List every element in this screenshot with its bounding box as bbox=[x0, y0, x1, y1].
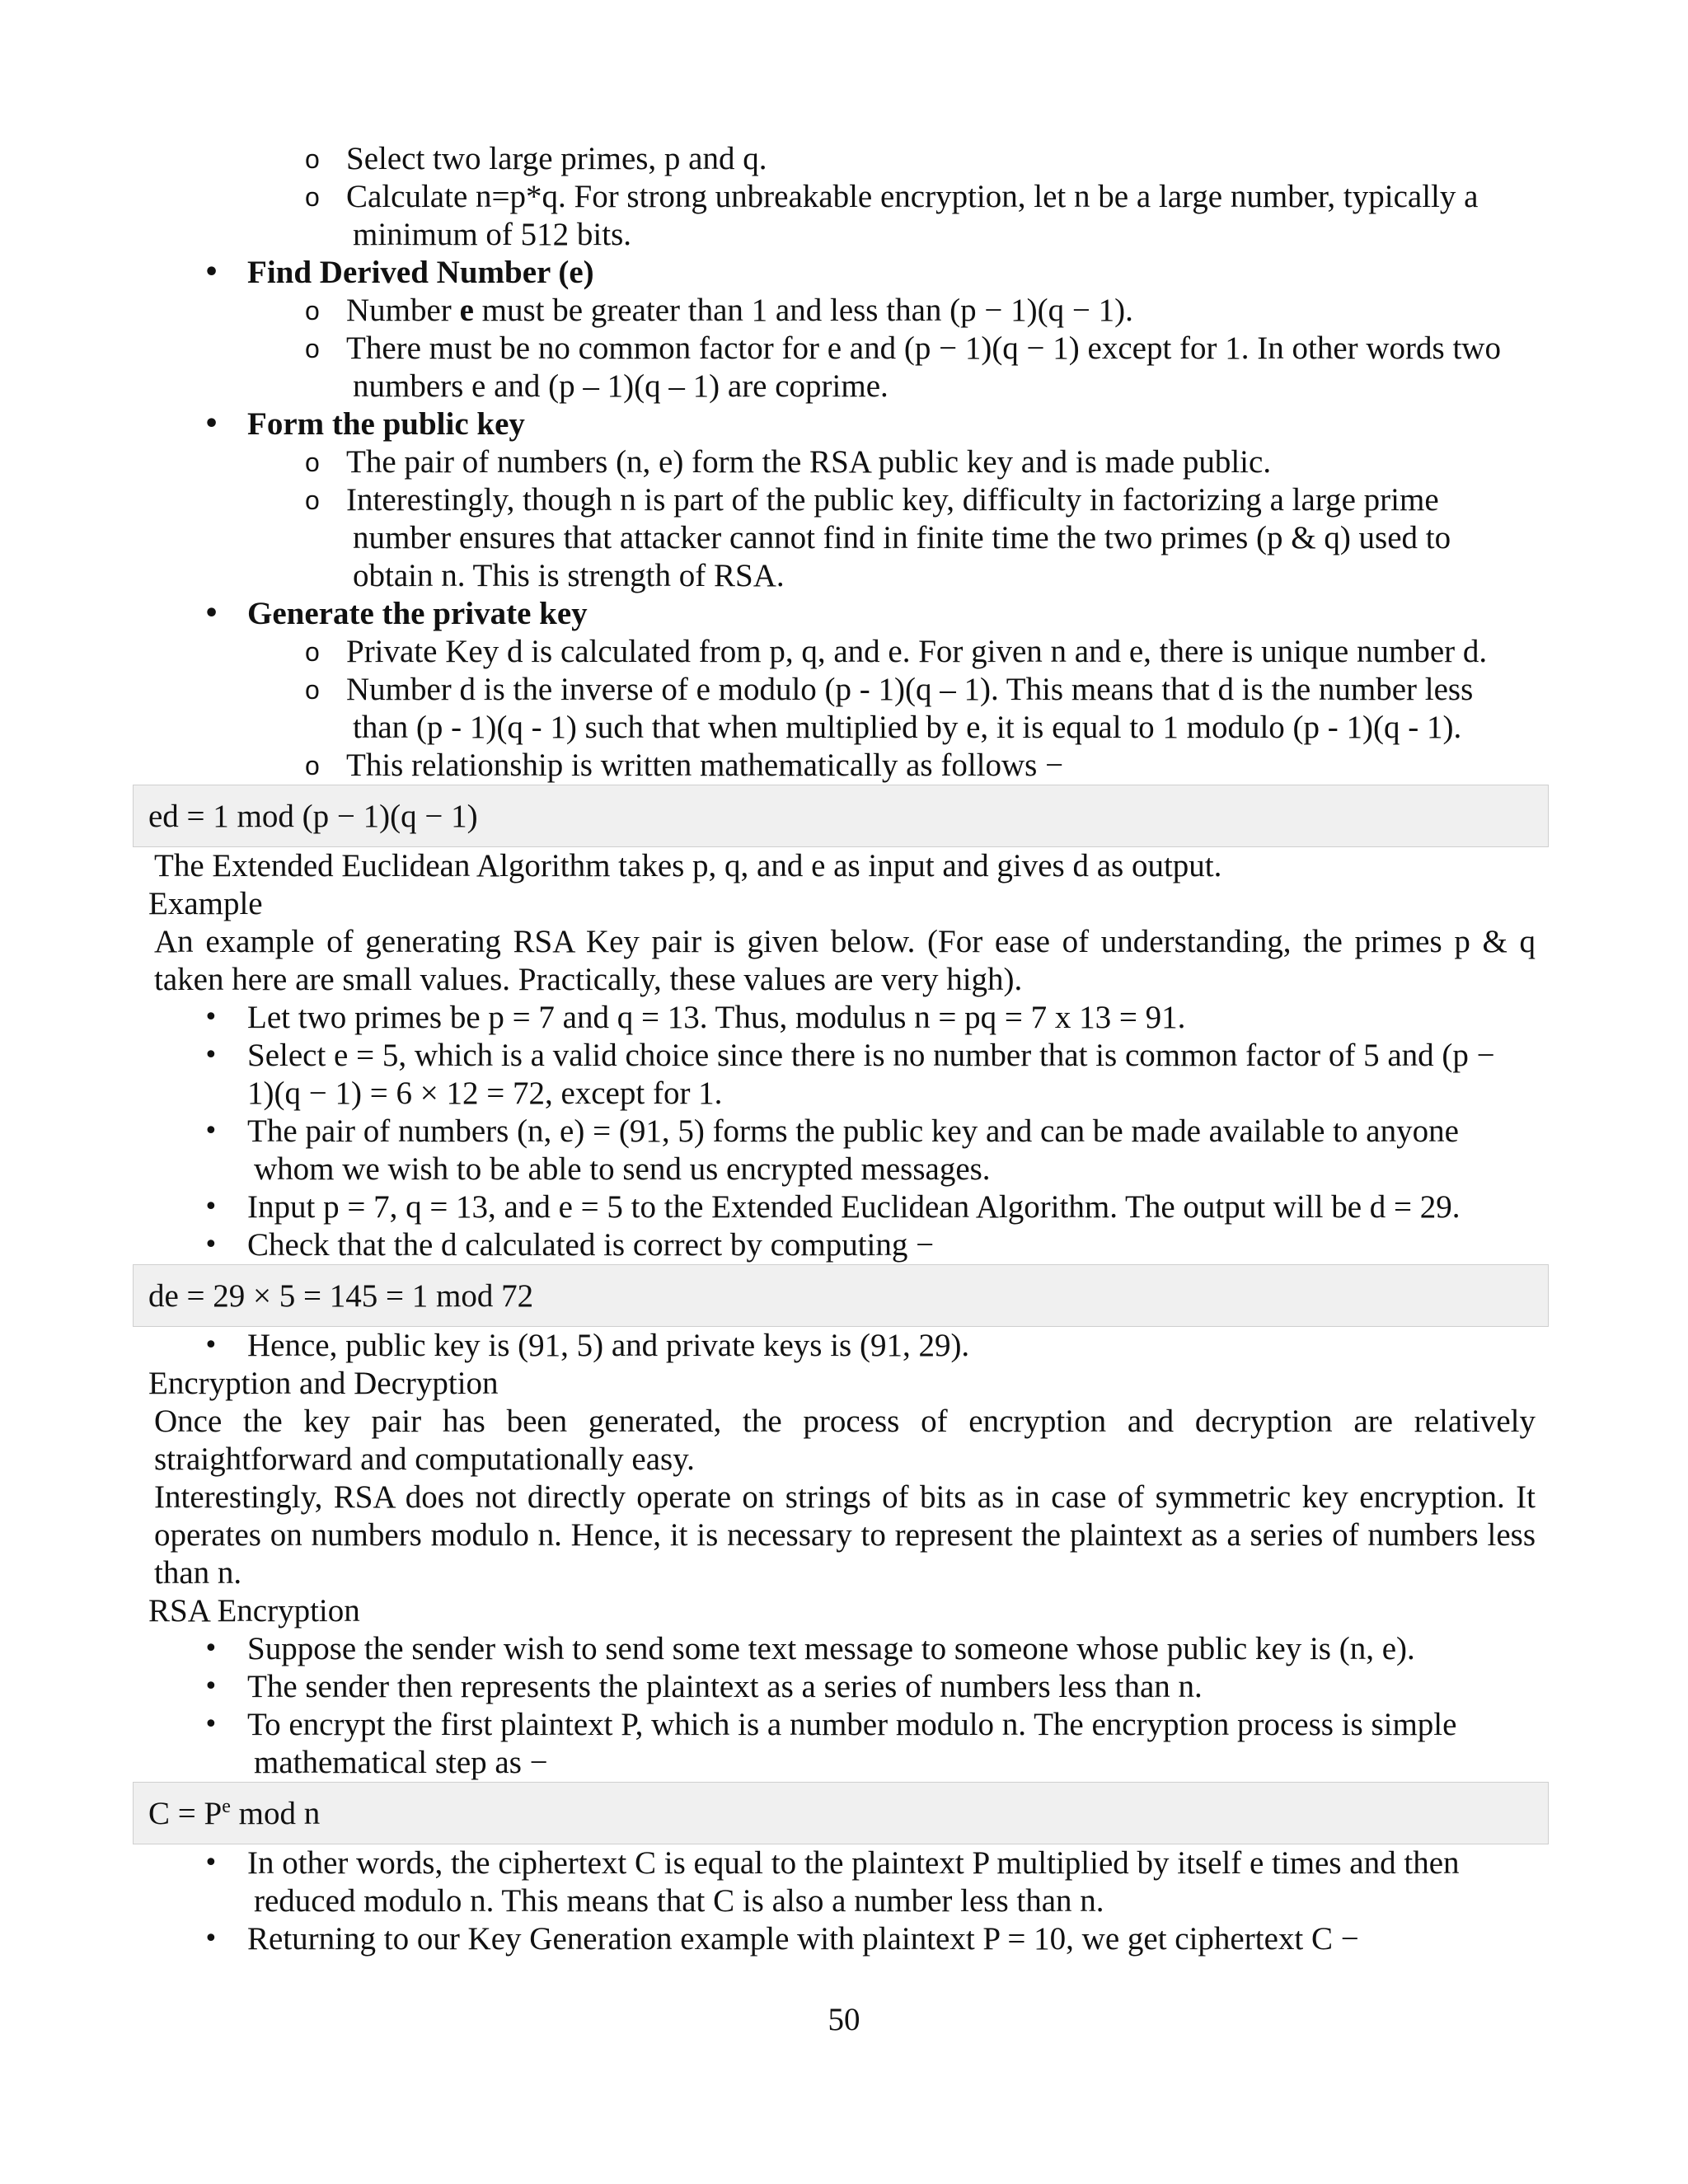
list-item: o Calculate n=p*q. For strong unbreakable encryption, let n be a large number, typically a minimum of 512 bits. bbox=[0, 178, 1536, 254]
list-item: • Select e = 5, which is a valid choice since there is no number that is common factor of 5 and (p − 1)(q − 1) = 6 × 12 = 72, except for 1. bbox=[0, 1037, 1536, 1113]
list-item: o Select two large primes, p and q. bbox=[0, 140, 1536, 178]
list-item: o There must be no common factor for e and (p − 1)(q − 1) except for 1. In other words two numbers e and (p – 1)(q – 1) are coprime. bbox=[0, 330, 1536, 405]
hence-list bbox=[0, 1327, 1688, 1365]
list-item: • Check that the d calculated is correct by computing − bbox=[0, 1226, 1536, 1264]
private-key-section bbox=[0, 595, 1688, 633]
section-heading: • Generate the private key bbox=[0, 595, 1536, 633]
intro-sublist bbox=[0, 140, 1688, 254]
list-item: • In other words, the ciphertext C is equal to the plaintext P multiplied by itself e times and then reduced modulo n. This means that C is also a number less than n. bbox=[0, 1844, 1536, 1920]
rsa-encryption-list bbox=[0, 1630, 1688, 1782]
list-item: • To encrypt the first plaintext P, which is a number modulo n. The encryption process is simple mathematical step as − bbox=[0, 1706, 1536, 1782]
public-key-section bbox=[0, 405, 1688, 443]
list-item: • Let two primes be p = 7 and q = 13. Thus, modulus n = pq = 7 x 13 = 91. bbox=[0, 999, 1536, 1037]
list-item: o Number d is the inverse of e modulo (p - 1)(q – 1). This means that d is the number less than (p - 1)(q - 1) such that when multiplied by e, it is equal to 1 modulo (p - 1)(q - 1). bbox=[0, 671, 1536, 747]
list-item: • The pair of numbers (n, e) = (91, 5) forms the public key and can be made available to anyone whom we wish to be able to send us encrypted messages. bbox=[0, 1113, 1536, 1188]
example-list bbox=[0, 999, 1688, 1264]
list-item: o The pair of numbers (n, e) form the RSA public key and is made public. bbox=[0, 443, 1536, 481]
document-page bbox=[0, 140, 1688, 1958]
section-heading: • Form the public key bbox=[0, 405, 1536, 443]
encryption-decryption-heading: Encryption and Decryption bbox=[148, 1366, 499, 1401]
private-key-sublist bbox=[0, 633, 1688, 785]
list-item: • The sender then represents the plaintext as a series of numbers less than n. bbox=[0, 1668, 1536, 1706]
public-key-sublist bbox=[0, 443, 1688, 595]
list-item: • Input p = 7, q = 13, and e = 5 to the Extended Euclidean Algorithm. The output will be d = 29. bbox=[0, 1188, 1536, 1226]
list-item: o Interestingly, though n is part of the public key, difficulty in factorizing a large prime number ensures that attacker cannot find in finite time the two primes (p & q) used to obtain n. This is strength of RSA. bbox=[0, 481, 1536, 595]
list-item: o Private Key d is calculated from p, q, and e. For given n and e, there is unique number d. bbox=[0, 633, 1536, 671]
formula-box: de = 29 × 5 = 145 = 1 mod 72 bbox=[133, 1264, 1549, 1327]
paragraph: Interestingly, RSA does not directly operate on strings of bits as in case of symmetric key encryption. It operates on numbers modulo n. Hence, it is necessary to represent the plaintext as a series of numbers less than n. bbox=[154, 1479, 1536, 1591]
list-item: o This relationship is written mathematically as follows − bbox=[0, 747, 1536, 785]
formula-box: ed = 1 mod (p − 1)(q − 1) bbox=[133, 785, 1549, 847]
list-item: • Hence, public key is (91, 5) and private keys is (91, 29). bbox=[0, 1327, 1536, 1365]
formula-box: $C = P^e$ mod n bbox=[133, 1782, 1549, 1844]
example-heading: Example bbox=[148, 886, 263, 921]
derived-sublist bbox=[0, 292, 1688, 405]
section-heading: • Find Derived Number (e) bbox=[0, 254, 1536, 292]
list-item: • Suppose the sender wish to send some text message to someone whose public key is (n, e). bbox=[0, 1630, 1536, 1668]
final-list bbox=[0, 1844, 1688, 1958]
list-item: • Returning to our Key Generation example with plaintext P = 10, we get ciphertext C − bbox=[0, 1920, 1536, 1958]
list-item: o Number e must be greater than 1 and less than (p − 1)(q − 1). bbox=[0, 292, 1536, 330]
paragraph: Once the key pair has been generated, the process of encryption and decryption are relatively straightforward and computationally easy. bbox=[154, 1404, 1536, 1477]
paragraph: An example of generating RSA Key pair is given below. (For ease of understanding, the primes p & q taken here are small values. Practically, these values are very high). bbox=[154, 924, 1536, 997]
paragraph: The Extended Euclidean Algorithm takes p, q, and e as input and gives d as output. bbox=[154, 848, 1222, 883]
derived-number-section bbox=[0, 254, 1688, 292]
page-number: 50 bbox=[828, 2002, 860, 2037]
rsa-encryption-heading: RSA Encryption bbox=[148, 1593, 360, 1629]
